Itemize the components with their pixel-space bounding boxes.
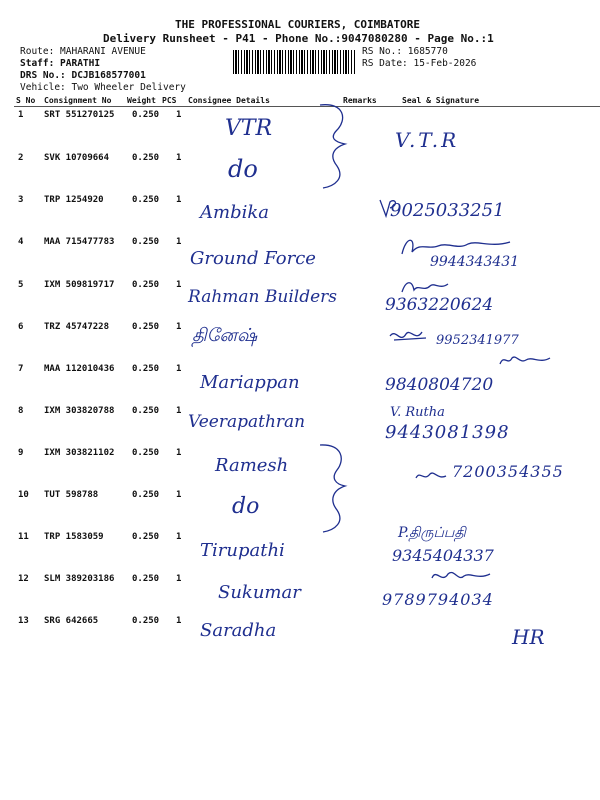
row-consignment: SLM 389203186 [44, 574, 115, 584]
signature-mark [498, 352, 554, 368]
row-consignment: TRP 1254920 [44, 195, 104, 205]
row-consignment: MAA 715477783 [44, 237, 115, 247]
handwritten-consignee: VTR [225, 116, 273, 141]
handwritten-consignee: Tirupathi [200, 540, 285, 561]
row-pcs: 1 [176, 532, 182, 542]
row-pcs: 1 [176, 153, 182, 163]
row-consignment: TRZ 45747228 [44, 322, 110, 332]
bracket-mark [315, 440, 355, 535]
handwritten-signature: 9789794034 [382, 590, 494, 609]
row-pcs: 1 [176, 574, 182, 584]
handwritten-consignee: Ambika [200, 202, 269, 223]
row-sno: 4 [18, 237, 24, 247]
vehicle-field: Vehicle: Two Wheeler Delivery [20, 82, 186, 93]
row-sno: 12 [18, 574, 29, 584]
row-sno: 11 [18, 532, 29, 542]
route-field: Route: MAHARANI AVENUE [20, 46, 146, 57]
handwritten-signature: 9944343431 [430, 254, 520, 270]
col-consignee: Consignee Details [188, 96, 270, 105]
row-weight: 0.250 [132, 110, 160, 120]
row-pcs: 1 [176, 280, 182, 290]
row-sno: 2 [18, 153, 24, 163]
row-weight: 0.250 [132, 237, 160, 247]
handwritten-consignee: Ramesh [215, 455, 289, 476]
handwritten-consignee: Rahman Builders [188, 287, 337, 307]
row-sno: 6 [18, 322, 24, 332]
row-consignment: IXM 303821102 [44, 448, 115, 458]
row-sno: 9 [18, 448, 24, 458]
row-weight: 0.250 [132, 406, 160, 416]
row-consignment: TUT 598788 [44, 490, 99, 500]
row-pcs: 1 [176, 364, 182, 374]
col-weight: Weight [127, 96, 156, 105]
barcode [233, 50, 355, 74]
header-rule [14, 106, 600, 107]
handwritten-note: V. Rutha [390, 405, 445, 420]
row-consignment: IXM 303820788 [44, 406, 115, 416]
handwritten-consignee: do [232, 494, 260, 519]
rs-date-field: RS Date: 15-Feb-2026 [362, 58, 477, 69]
row-consignment: SRG 642665 [44, 616, 99, 626]
signature-mark [430, 568, 494, 586]
handwritten-consignee: Sukumar [218, 582, 301, 603]
handwritten-signature: 9840804720 [385, 375, 494, 395]
row-pcs: 1 [176, 616, 182, 626]
row-consignment: IXM 509819717 [44, 280, 115, 290]
col-seal: Seal & Signature [402, 96, 480, 105]
row-weight: 0.250 [132, 616, 160, 626]
row-sno: 10 [18, 490, 29, 500]
col-sno: S No [16, 96, 36, 105]
signature-mark [388, 326, 430, 348]
row-weight: 0.250 [132, 448, 160, 458]
row-sno: 8 [18, 406, 24, 416]
row-weight: 0.250 [132, 532, 160, 542]
handwritten-signature: 7200354355 [452, 462, 564, 481]
handwritten-consignee: Veerapathran [188, 412, 306, 432]
handwritten-signature: 9345404337 [392, 546, 494, 565]
row-pcs: 1 [176, 406, 182, 416]
bracket-mark [315, 100, 355, 190]
col-consignment: Consignment No [44, 96, 112, 105]
drs-field: DRS No.: DCJB168577001 [20, 70, 146, 81]
row-sno: 3 [18, 195, 24, 205]
staff-field: Staff: PARATHI [20, 58, 101, 69]
row-pcs: 1 [176, 448, 182, 458]
handwritten-note: P.திருப்பதி [398, 525, 466, 541]
handwritten-signature: 9363220624 [385, 295, 494, 315]
row-pcs: 1 [176, 322, 182, 332]
row-weight: 0.250 [132, 490, 160, 500]
company-title: THE PROFESSIONAL COURIERS, COIMBATORE [175, 18, 421, 31]
signature-mark [414, 468, 448, 484]
handwritten-consignee: Mariappan [200, 372, 300, 393]
row-sno: 5 [18, 280, 24, 290]
handwritten-consignee: தினேஷ் [192, 325, 258, 346]
row-sno: 1 [18, 110, 24, 120]
handwritten-signature: HR [512, 625, 545, 649]
handwritten-signature: 9443081398 [385, 422, 510, 443]
row-pcs: 1 [176, 110, 182, 120]
runsheet-subtitle: Delivery Runsheet - P41 - Phone No.:9047080280 - Page No.:1 [103, 32, 494, 45]
handwritten-consignee: Ground Force [190, 248, 316, 269]
rs-no-field: RS No.: 1685770 [362, 46, 448, 57]
col-remarks: Remarks [343, 96, 377, 105]
row-weight: 0.250 [132, 574, 160, 584]
row-pcs: 1 [176, 490, 182, 500]
row-weight: 0.250 [132, 280, 160, 290]
row-weight: 0.250 [132, 195, 160, 205]
row-sno: 7 [18, 364, 24, 374]
row-weight: 0.250 [132, 322, 160, 332]
row-consignment: TRP 1583059 [44, 532, 104, 542]
row-weight: 0.250 [132, 153, 160, 163]
signature-mark [400, 278, 450, 296]
row-weight: 0.250 [132, 364, 160, 374]
handwritten-signature: 9025033251 [390, 200, 505, 221]
row-consignment: SVK 10709664 [44, 153, 110, 163]
handwritten-consignee: do [228, 155, 258, 183]
col-pcs: PCS [162, 96, 177, 105]
signature-mark [378, 196, 400, 220]
row-consignment: MAA 112010436 [44, 364, 115, 374]
row-pcs: 1 [176, 195, 182, 205]
row-pcs: 1 [176, 237, 182, 247]
handwritten-signature: V.T.R [395, 128, 460, 152]
handwritten-signature: 9952341977 [436, 333, 519, 348]
handwritten-consignee: Saradha [200, 620, 277, 641]
row-consignment: SRT 551270125 [44, 110, 115, 120]
row-sno: 13 [18, 616, 29, 626]
